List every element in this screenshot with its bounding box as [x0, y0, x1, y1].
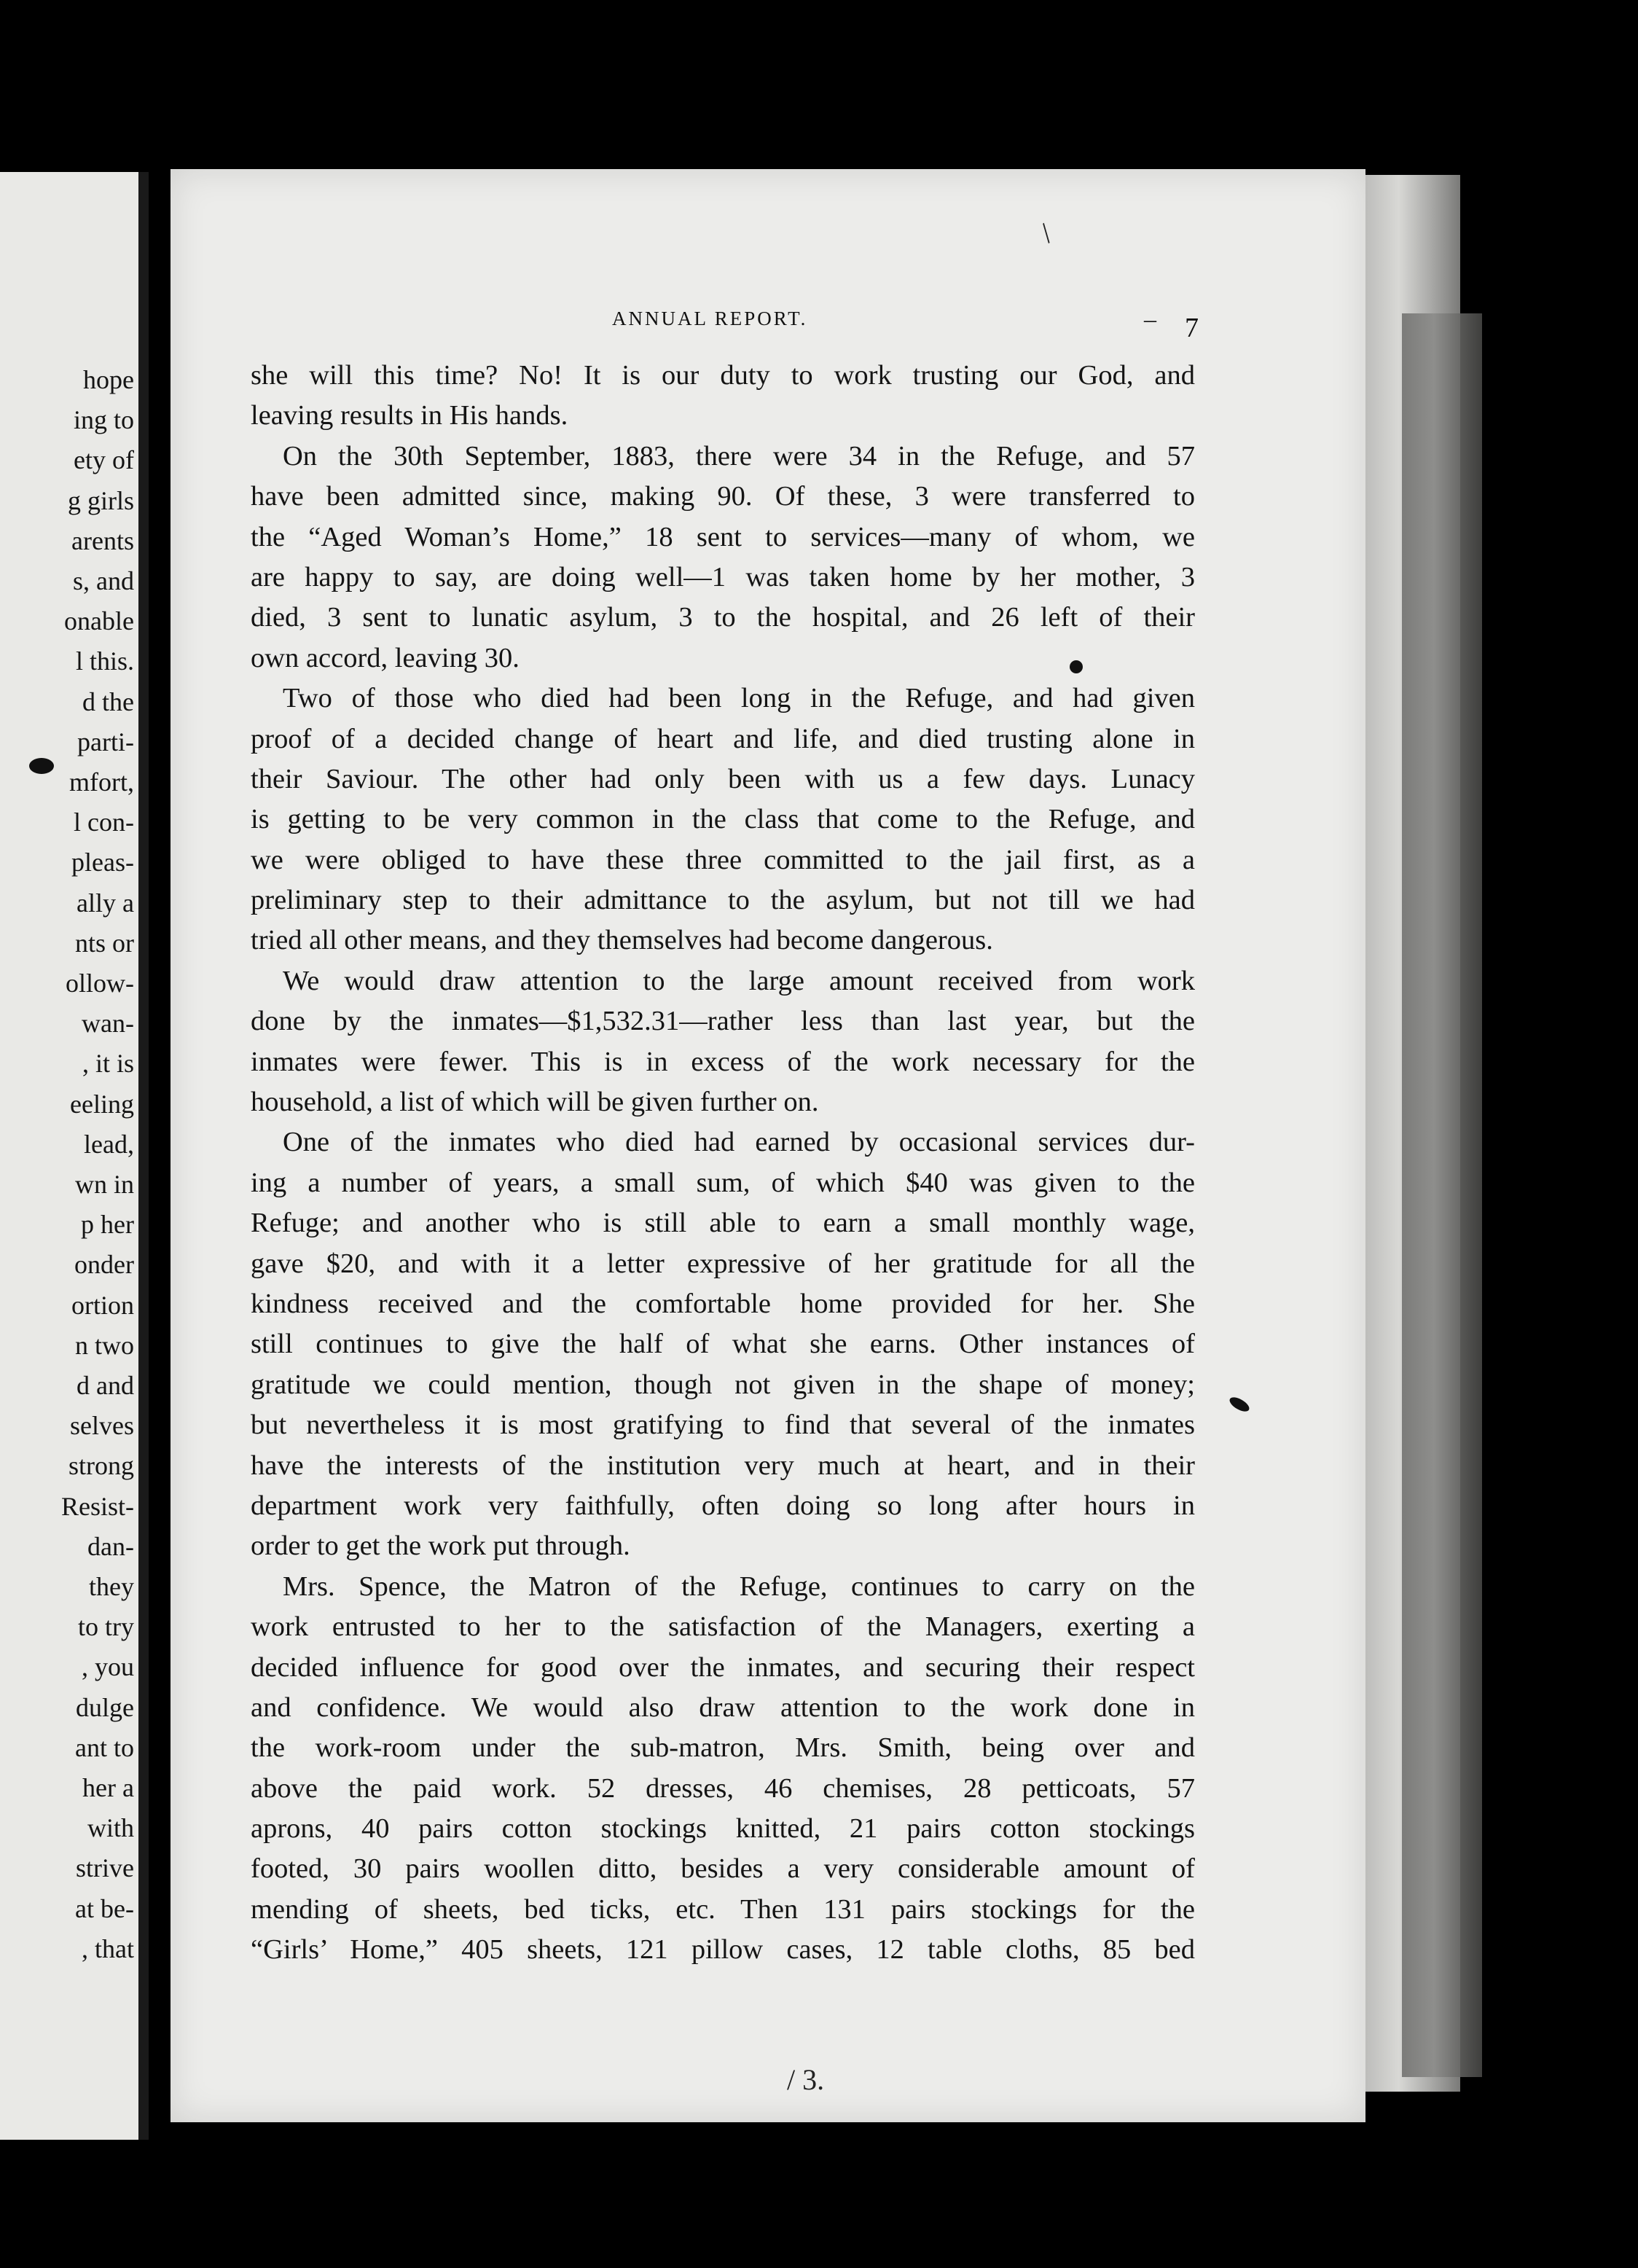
text-line: died, 3 sent to lunatic asylum, 3 to the hospital, and 26 left of their	[251, 602, 1195, 633]
left-text-fragment: , it is	[82, 1049, 134, 1079]
left-text-fragment: arents	[71, 525, 134, 555]
left-text-fragment: lead,	[84, 1129, 134, 1159]
left-text-fragment: parti-	[77, 727, 134, 756]
left-text-fragment: ally a	[77, 888, 134, 918]
left-text-fragment: ety of	[74, 445, 134, 475]
left-page-fragment	[0, 172, 149, 2140]
text-line: still continues to give the half of what she earns. Other instances of	[251, 1329, 1195, 1360]
text-line: the “Aged Woman’s Home,” 18 sent to services—many of whom, we	[251, 521, 1195, 552]
text-line: tried all other means, and they themselves had become dangerous.	[251, 925, 993, 956]
text-line: On the 30th September, 1883, there were 34 in the Refuge, and 57	[283, 440, 1195, 472]
left-text-fragment: n two	[75, 1330, 134, 1360]
left-text-fragment: mfort,	[69, 767, 134, 797]
left-text-fragment: p her	[81, 1210, 134, 1240]
left-text-fragment: , that	[82, 1933, 134, 1963]
text-line: is getting to be very common in the class that come to the Refuge, and	[251, 804, 1195, 835]
left-text-fragment: s, and	[73, 566, 134, 595]
left-text-fragment: l con-	[74, 808, 134, 837]
left-text-fragment: ollow-	[66, 969, 134, 998]
left-text-fragment: hope	[83, 365, 134, 394]
text-line: have the interests of the institution very much at heart, and in their	[251, 1450, 1195, 1481]
folio-dash: –	[1144, 306, 1156, 333]
text-line: ing a number of years, a small sum, of which $40 was given to the	[251, 1167, 1195, 1198]
text-line: have been admitted since, making 90. Of these, 3 were transferred to	[251, 481, 1195, 512]
page-gutter	[138, 172, 149, 2140]
text-line: we were obliged to have these three committed to the jail first, as a	[251, 844, 1195, 875]
left-text-fragment: d the	[82, 687, 134, 716]
text-line: kindness received and the comfortable home provided for her. She	[251, 1288, 1195, 1319]
text-line: decided influence for good over the inmates, and securing their respect	[251, 1651, 1195, 1683]
text-line: department work very faithfully, often doing so long after hours in	[251, 1490, 1195, 1521]
left-text-fragment: ortion	[71, 1290, 134, 1320]
text-line: “Girls’ Home,” 405 sheets, 121 pillow cases, 12 table cloths, 85 bed	[251, 1934, 1195, 1966]
left-text-fragment: Resist-	[60, 1491, 134, 1521]
text-line: and confidence. We would also draw attention to the work done in	[251, 1692, 1195, 1723]
text-line: inmates were fewer. This is in excess of the work necessary for the	[251, 1046, 1195, 1077]
left-text-fragment: strive	[76, 1853, 134, 1883]
left-text-fragment: to try	[78, 1612, 134, 1642]
left-text-fragment: dulge	[76, 1692, 134, 1722]
text-line: footed, 30 pairs woollen ditto, besides a very considerable amount of	[251, 1853, 1195, 1885]
running-title: ANNUAL REPORT.	[612, 308, 808, 329]
pen-mark: /	[1033, 216, 1059, 249]
text-line: We would draw attention to the large amount received from work	[283, 965, 1195, 996]
left-text-fragment: they	[89, 1572, 134, 1601]
text-line: own accord, leaving 30.	[251, 642, 520, 673]
text-line: One of the inmates who died had earned by occasional services dur-	[283, 1127, 1195, 1158]
ink-spot	[29, 758, 54, 774]
text-line: proof of a decided change of heart and life, and died trusting alone in	[251, 723, 1195, 754]
text-line: gave $20, and with it a letter expressive of her gratitude for all the	[251, 1248, 1195, 1279]
left-text-fragment: pleas-	[71, 848, 134, 877]
text-line: Refuge; and another who is still able to earn a small monthly wage,	[251, 1208, 1195, 1239]
text-line: mending of sheets, bed ticks, etc. Then 131 pairs stockings for the	[251, 1893, 1195, 1925]
text-line: she will this time? No! It is our duty to work trusting our God, and	[251, 360, 1195, 391]
left-text-fragment: at be-	[75, 1893, 134, 1923]
left-text-fragment: , you	[82, 1652, 134, 1682]
page-edge-shadow	[1402, 313, 1482, 2077]
pen-mark-bottom: / 3.	[787, 2063, 825, 2096]
text-line: leaving results in His hands.	[251, 400, 568, 431]
left-text-fragment: wn in	[75, 1170, 134, 1199]
text-line: but nevertheless it is most gratifying to find that several of the inmates	[251, 1409, 1195, 1441]
text-line: work entrusted to her to the satisfaction of the Managers, exerting a	[251, 1611, 1195, 1643]
left-text-fragment: with	[87, 1813, 134, 1843]
text-line: the work-room under the sub-matron, Mrs. Smith, being over and	[251, 1732, 1195, 1764]
page-number: 7	[1185, 313, 1199, 343]
left-text-fragment: ant to	[75, 1732, 134, 1762]
left-text-fragment: d and	[77, 1371, 134, 1400]
left-text-fragment: ing to	[73, 405, 134, 435]
text-line: their Saviour. The other had only been with us a few days. Lunacy	[251, 763, 1195, 794]
left-text-fragment: eeling	[70, 1089, 134, 1119]
left-text-fragment: wan-	[82, 1009, 134, 1039]
left-text-fragment: g girls	[67, 485, 134, 515]
text-line: preliminary step to their admittance to the asylum, but not till we had	[251, 885, 1195, 916]
text-line: Mrs. Spence, the Matron of the Refuge, continues to carry on the	[283, 1571, 1195, 1602]
text-line: above the paid work. 52 dresses, 46 chemises, 28 petticoats, 57	[251, 1772, 1195, 1804]
left-text-fragment: selves	[70, 1411, 134, 1441]
text-line: household, a list of which will be given further on.	[251, 1087, 819, 1118]
left-text-fragment: dan-	[87, 1531, 134, 1561]
text-line: done by the inmates—$1,532.31—rather less than last year, but the	[251, 1006, 1195, 1037]
left-text-fragment: onder	[74, 1250, 134, 1280]
left-text-fragment: onable	[64, 606, 134, 636]
body-text	[251, 356, 1195, 1971]
left-text-fragment: l this.	[75, 646, 134, 676]
left-text-fragment: her a	[82, 1773, 134, 1802]
left-text-fragment: nts or	[75, 928, 134, 958]
ink-spot	[1070, 660, 1083, 673]
text-line: order to get the work put through.	[251, 1530, 630, 1562]
text-line: gratitude we could mention, though not given in the shape of money;	[251, 1369, 1195, 1400]
text-line: aprons, 40 pairs cotton stockings knitted, 21 pairs cotton stockings	[251, 1813, 1195, 1845]
text-line: are happy to say, are doing well—1 was taken home by her mother, 3	[251, 561, 1195, 593]
text-line: Two of those who died had been long in the Refuge, and had given	[283, 683, 1195, 714]
left-text-fragment: strong	[68, 1451, 134, 1481]
